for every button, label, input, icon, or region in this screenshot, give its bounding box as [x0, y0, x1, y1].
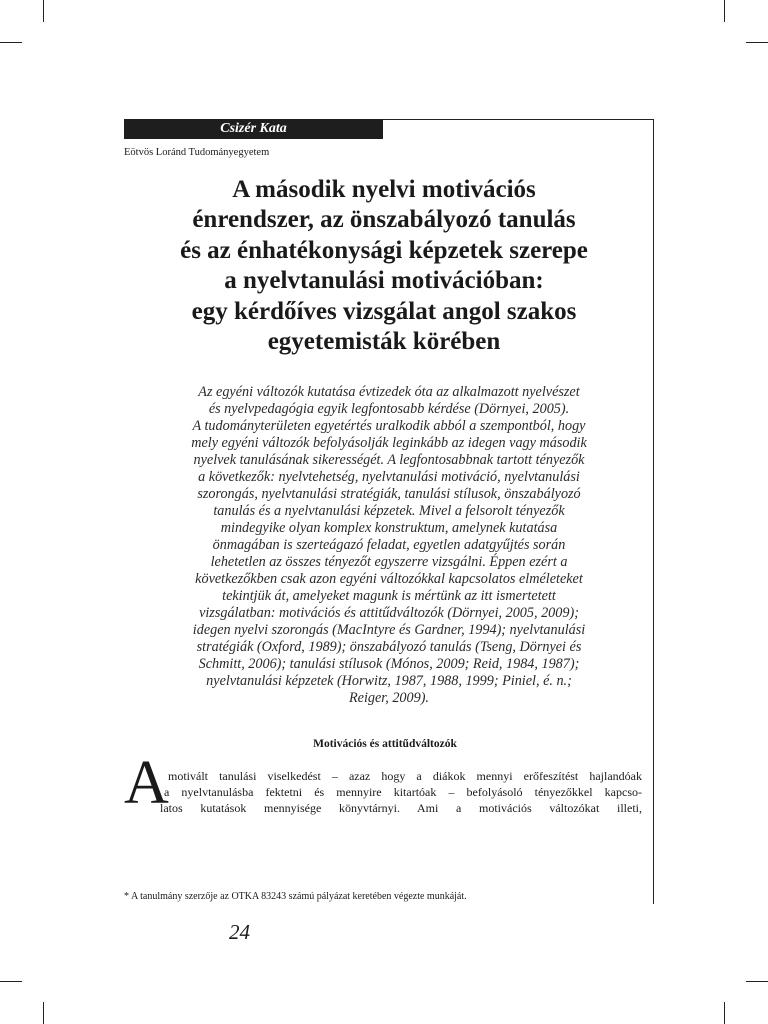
abstract-line: idegen nyelvi szorongás (MacIntyre és Gardner, 1994); nyelvtanulási: [192, 622, 586, 638]
crop-mark: [43, 1002, 44, 1024]
abstract-line: nyelvtanulási képzetek (Horwitz, 1987, 1988, 1999; Piniel, é. n.;: [206, 673, 572, 689]
abstract-line: szorongás, nyelvtanulási stratégiák, tanulási stílusok, önszabályozó: [197, 486, 581, 502]
body-text-line: a nyelvtanulásba fektetni és mennyire kitartóak – befolyásoló tényezőkkel kapcso-: [164, 785, 642, 799]
article-title-line: a nyelvtanulási motivációban:: [224, 267, 544, 294]
author-affiliation: Eötvös Loránd Tudományegyetem: [124, 147, 270, 158]
section-heading: Motivációs és attitűdváltozók: [313, 738, 457, 750]
page-number: 24: [229, 920, 250, 944]
article-title-line: egy kérdőíves vizsgálat angol szakos: [191, 298, 577, 325]
drop-cap: A: [124, 749, 169, 817]
abstract-line: Az egyéni változók kutatása évtizedek óta az alkalmazott nyelvészet: [198, 384, 580, 400]
abstract-line: mely egyéni változók befolyásolják leginkább az idegen vagy második: [191, 435, 587, 451]
article-title-line: énrendszer, az önszabályozó tanulás: [192, 206, 576, 233]
crop-mark: [724, 1002, 725, 1024]
abstract-line: tanulás és a nyelvtanulási képzetek. Mivel a felsorolt tényezők: [213, 503, 565, 519]
abstract-line: tekintjük át, amelyeket magunk is mértünk az itt ismertetett: [222, 588, 556, 604]
abstract-line: stratégiák (Oxford, 1989); önszabályozó tanulás (Tseng, Dörnyei és: [196, 639, 582, 655]
crop-mark: [0, 42, 22, 43]
abstract-line: és nyelvpedagógia egyik legfontosabb kérdése (Dörnyei, 2005).: [208, 401, 570, 417]
footnote: * A tanulmány szerzője az OTKA 83243 számú pályázat keretében végezte munkáját.: [124, 891, 467, 902]
author-name: Csizér Kata: [124, 119, 383, 139]
abstract-line: következőkben csak azon egyéni változókkal kapcsolatos elméleteket: [195, 571, 583, 587]
abstract-line: mindegyike olyan komplex konstruktum, amelynek kutatása: [220, 520, 558, 536]
body-text-line: motivált tanulási viselkedést – azaz hogy a diákok mennyi erőfeszítést hajlandóak: [168, 769, 642, 783]
abstract-line: Reiger, 2009).: [349, 690, 429, 706]
crop-mark: [0, 981, 22, 982]
crop-mark: [724, 0, 725, 22]
article-title-line: A második nyelvi motivációs: [232, 176, 536, 203]
abstract-line: vizsgálatban: motivációs és attitűdváltozók (Dörnyei, 2005, 2009);: [199, 605, 579, 621]
article-title-line: egyetemisták körében: [267, 328, 501, 355]
body-text-line: latos kutatások mennyisége könyvtárnyi. Ami a motivációs változókat illeti,: [160, 801, 642, 815]
article-title-line: és az énhatékonysági képzetek szerepe: [180, 237, 588, 264]
crop-mark: [43, 0, 44, 22]
abstract-line: A tudományterületen egyetértés uralkodik abból a szempontból, hogy: [192, 418, 586, 434]
crop-mark: [746, 42, 768, 43]
abstract-line: lehetetlen az összes tényezőt egyszerre vizsgálni. Éppen ezért a: [210, 554, 568, 570]
abstract-line: Schmitt, 2006); tanulási stílusok (Mónos, 2009; Reid, 1984, 1987);: [198, 656, 580, 672]
abstract-line: nyelvek tanulásának sikerességét. A legfontosabbnak tartott tényezők: [193, 452, 585, 468]
crop-mark: [746, 981, 768, 982]
abstract-line: önmagában is szerteágazó feladat, egyetlen adatgyűjtés során: [212, 537, 566, 553]
abstract-line: a következők: nyelvtehetség, nyelvtanulási motiváció, nyelvtanulási: [198, 469, 580, 485]
